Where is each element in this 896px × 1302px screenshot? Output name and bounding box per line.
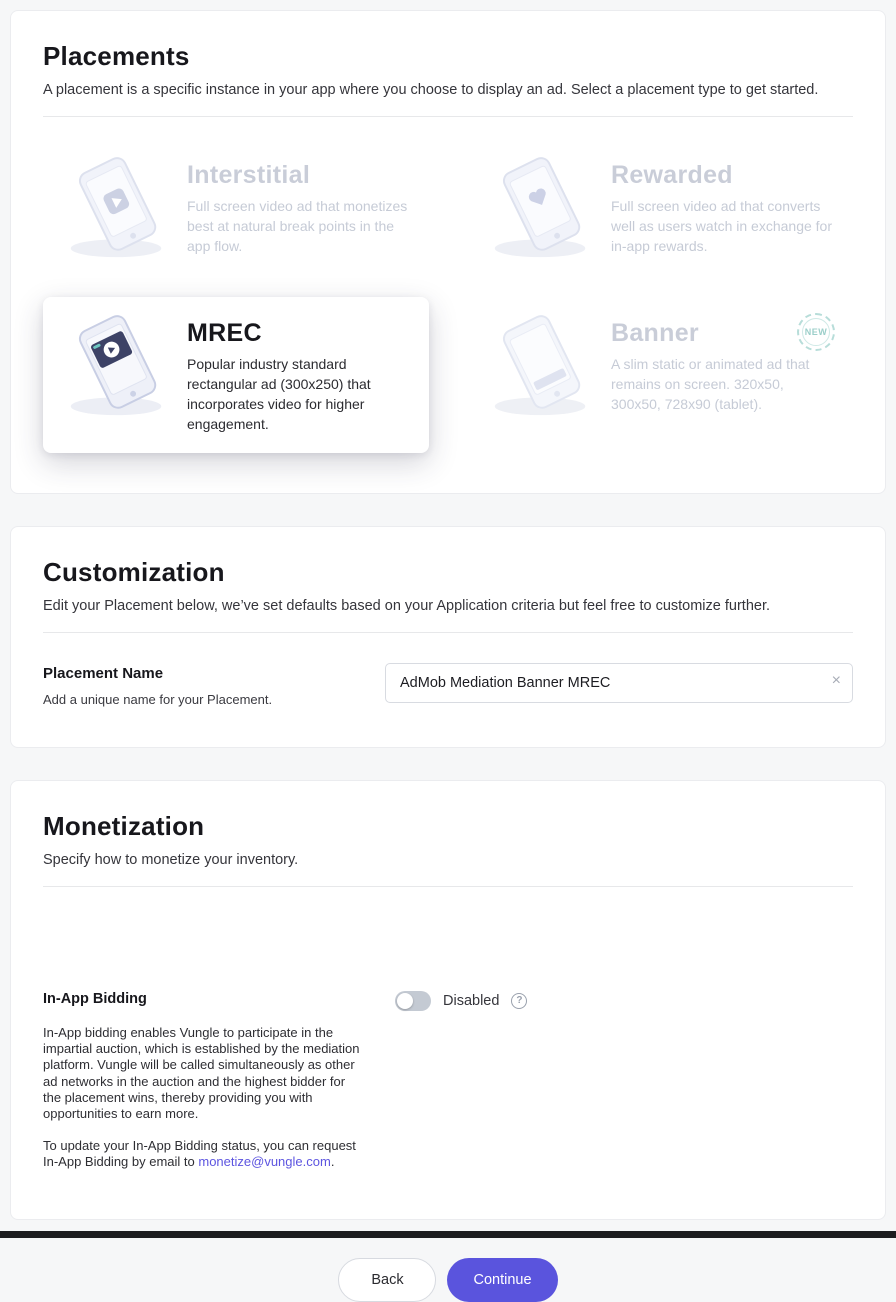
new-badge: NEW xyxy=(797,313,835,351)
clear-input-icon[interactable]: × xyxy=(831,671,841,689)
in-app-bidding-status: Disabled xyxy=(443,992,500,1009)
banner-phone-icon xyxy=(483,313,601,419)
customization-subtitle: Edit your Placement below, we’ve set defaults based on your Application criteria but feel free to customize further. xyxy=(43,597,771,614)
in-app-bidding-update-note xyxy=(43,1138,365,1171)
placement-name-input[interactable] xyxy=(385,663,853,703)
wizard-actions xyxy=(10,1258,886,1302)
placement-tile-banner[interactable] xyxy=(467,297,853,453)
update-note-text: To update your In-App Bidding status, you can request In-App Bidding by email to xyxy=(43,1137,356,1170)
divider xyxy=(43,116,853,117)
interstitial-phone-icon xyxy=(59,155,177,261)
rewarded-phone-icon xyxy=(483,155,601,261)
monetization-card xyxy=(10,780,886,1220)
in-app-bidding-toggle[interactable] xyxy=(395,991,431,1011)
update-note-suffix: . xyxy=(330,1154,335,1170)
continue-button[interactable]: Continue xyxy=(447,1258,557,1302)
placement-title-interstitial: Interstitial xyxy=(187,161,311,189)
mrec-phone-icon xyxy=(59,313,177,419)
back-button[interactable]: Back xyxy=(338,1258,436,1302)
help-icon[interactable]: ? xyxy=(511,993,527,1009)
divider xyxy=(43,632,853,633)
divider xyxy=(43,886,853,887)
in-app-bidding-label: In-App Bidding xyxy=(43,990,147,1007)
placement-title-banner: Banner xyxy=(611,319,699,347)
placement-desc-banner: A slim static or animated ad that remains on screen. 320x50, 300x50, 728x90 (tablet). xyxy=(611,356,810,412)
in-app-bidding-row xyxy=(43,991,853,1171)
placement-tile-interstitial[interactable] xyxy=(43,139,429,279)
placement-name-helper: Add a unique name for your Placement. xyxy=(43,691,273,707)
placements-card xyxy=(10,10,886,494)
placement-tile-mrec[interactable] xyxy=(43,297,429,453)
customization-title: Customization xyxy=(43,556,225,587)
monetize-email-link[interactable]: monetize@vungle.com xyxy=(198,1154,331,1170)
placement-tile-rewarded[interactable] xyxy=(467,139,853,279)
placement-name-label: Placement Name xyxy=(43,664,164,682)
placement-title-mrec: MREC xyxy=(187,319,262,347)
placement-type-grid xyxy=(43,139,853,453)
placements-subtitle: A placement is a specific instance in your app where you choose to display an ad. Select a placement type to get started. xyxy=(43,82,819,98)
placement-desc-mrec: Popular industry standard rectangular ad (300x250) that incorporates video for higher engagement. xyxy=(187,356,371,432)
bottom-bar xyxy=(0,1231,896,1238)
monetization-title: Monetization xyxy=(43,810,205,841)
placement-name-row xyxy=(43,663,853,707)
placement-desc-interstitial: Full screen video ad that monetizes best at natural break points in the app flow. xyxy=(187,198,408,254)
customization-card xyxy=(10,526,886,748)
placement-desc-rewarded: Full screen video ad that converts well as users watch in exchange for in-app rewards. xyxy=(611,198,832,254)
in-app-bidding-description: In-App bidding enables Vungle to participate in the impartial auction, which is established by the mediation platform. Vungle will be called simultaneously as other ad networks in the auction and the highest bidder for the placement wins, thereby providing you with opportunities to earn more. xyxy=(43,1024,360,1122)
placements-title: Placements xyxy=(43,41,190,71)
monetization-subtitle: Specify how to monetize your inventory. xyxy=(43,851,299,868)
placement-title-rewarded: Rewarded xyxy=(611,161,733,189)
toggle-knob xyxy=(397,993,413,1009)
